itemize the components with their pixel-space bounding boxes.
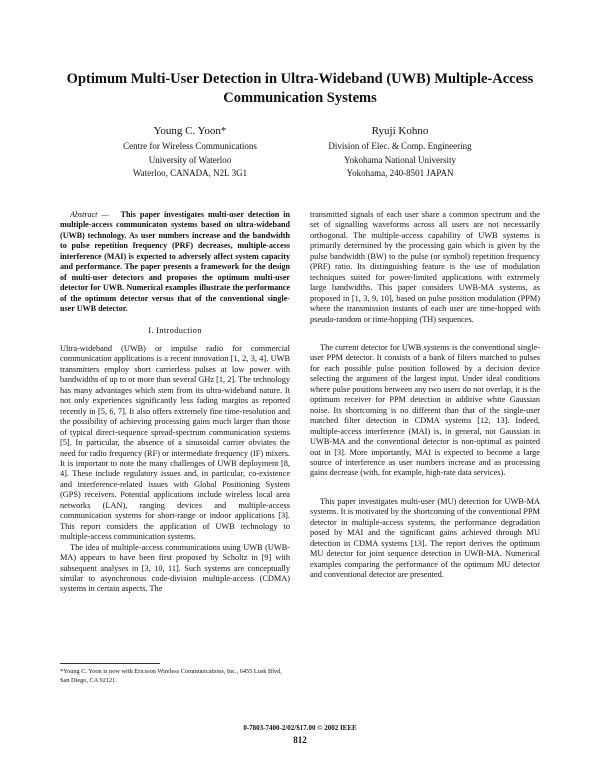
author-affiliation: Centre for Wireless Communications	[123, 141, 257, 151]
paragraph: The current detector for UWB systems is the conventional single-user PPM detector. It consists of a bank of filters matched to pulses for each possible pulse position followed by a decision device selecting the argument of the largest input. Under ideal conditions where pulse positions between any two users do not overlap, it is the optimum receiver for PPM detection in additive white Gaussian noise. Its shortcoming is no different than that of the single-user matched filter detection in CDMA systems [12, 13]. Indeed, multiple-access interference (MAI) is, in general, not Gaussian in UWB-MA and the conventional detector is non-optimal as pointed out in [3]. More importantly, MAI is expected to become a large source of interference as user numbers increase and as processing gains decrease (with, for example, high-rate data services).	[310, 342, 540, 478]
author-name: Young C. Yoon*	[153, 125, 227, 137]
section-heading: I. Introduction	[148, 324, 202, 335]
paragraph: This paper investigates multi-user (MU) detection for UWB-MA systems. It is motivated by the shortcoming of the conventional PPM detector in multiple-access systems, the performance degradation posed by MAI and the significant gains achieved through MU detection in CDMA systems [13]. The report derives the optimum MU detector for joint sequence detection in UWB-MA. Numerical examples comparing the performance of the optimum MU detector and conventional detector are presented.	[310, 496, 540, 580]
paragraph: The idea of multiple-access communications using UWB (UWB-MA) appears to have been first proposed by Scholtz in [9] with subsequent analyses in [3, 10, 11]. Such systems are conceptually similar to asynchronous code-division multiple-access (CDMA) systems in certain aspects. The	[60, 542, 290, 594]
page-number: 812	[293, 735, 307, 745]
author-affiliation: University of Waterloo	[148, 154, 232, 165]
footnote-divider	[60, 663, 160, 664]
copyright-line: 0-7803-7400-2/02/$17.00 © 2002 IEEE	[243, 724, 357, 732]
right-column	[310, 210, 540, 581]
author-name: Ryuji Kohno	[371, 125, 429, 137]
abstract	[60, 210, 290, 315]
footnote: *Young C. Yoon is now with Ericsson Wireless Communications, Inc., 6455 Lusk Blvd, San Diego, CA 92121.	[60, 668, 282, 684]
author-affiliation: Division of Elec. & Comp. Engineering	[328, 141, 472, 151]
abstract-lead: Abstract —	[70, 210, 109, 219]
left-column	[60, 210, 290, 595]
author-block-2	[300, 124, 500, 181]
author-affiliation: Waterloo, CANADA, N2L 3G1	[132, 168, 248, 178]
paper-title: Optimum Multi-User Detection in Ultra-Wideband (UWB) Multiple-Access Communication Systems	[66, 71, 534, 106]
paragraph: Ultra-wideband (UWB) or impulse radio for commercial communication applications is a recent innovation [1, 2, 3, 4]. UWB transmitters employ short carrierless pulses at low power with bandwidths of up to or more than several GHz [1, 2]. The technology has many advantages which stem from its ultra-wideband nature. It not only experiences significantly less fading margins as reported recently in [5, 6, 7]. It also offers extremely fine time-resolution and the possibility of achieving processing gains much larger than those of typical direct-sequence spread-spectrum communication systems [5]. In particular, the absence of a sinusoidal carrier obviates the need for radio frequency (RF) or intermediate frequency (IF) mixers. It is important to note the many challenges of UWB deployment [8, 4]. These include regulatory issues and, in particular, co-existence and interference-related issues with Global Positioning System (GPS) receivers. Potential applications include wireless local area networks (LAN), ranging devices and multiple-access communication systems for short-range or indoor applications [3]. This report considers the application of UWB technology to multiple-access communication systems.	[60, 343, 290, 542]
author-block-1	[90, 124, 290, 181]
author-affiliation: Yokohama National University	[343, 154, 457, 165]
paragraph: transmitted signals of each user share a common spectrum and the set of signalling waveforms across all users are not necessarily orthogonal. The multiple-access capability of UWB systems is primarily determined by the processing gain which is given by the pulse bandwidth (BW) to the pulse (or symbol) repetition frequency (PRF) ratio. Its distinguishing feature is the use of modulation techniques suited for power-limited applications with extremely large bandwidths. This paper considers UWB-MA systems, as proposed in [1, 3, 9, 10], based on pulse position modulation (PPM) where the transmission instants of each user are time-hopped with pseudo-random or time-hopping (TH) sequences.	[310, 210, 540, 324]
abstract-text: This paper investigates multi-user detection in multiple-access communicaton systems based on ultra-wideband (UWB) technology. As user numbers increase and the bandwidth to pulse repetition frequency (PRF) decreases, multiple-access interference (MAI) is expected to adversely affect system capacity and performance. The paper presents a framework for the design of multi-user detectors and proposes the optimum multi-user detector for UWB. Numerical examples illustrate the performance of the optimum detector versus that of the conventional single-user UWB detector.	[60, 210, 290, 314]
author-affiliation: Yokohama, 240-8501 JAPAN	[346, 168, 454, 178]
